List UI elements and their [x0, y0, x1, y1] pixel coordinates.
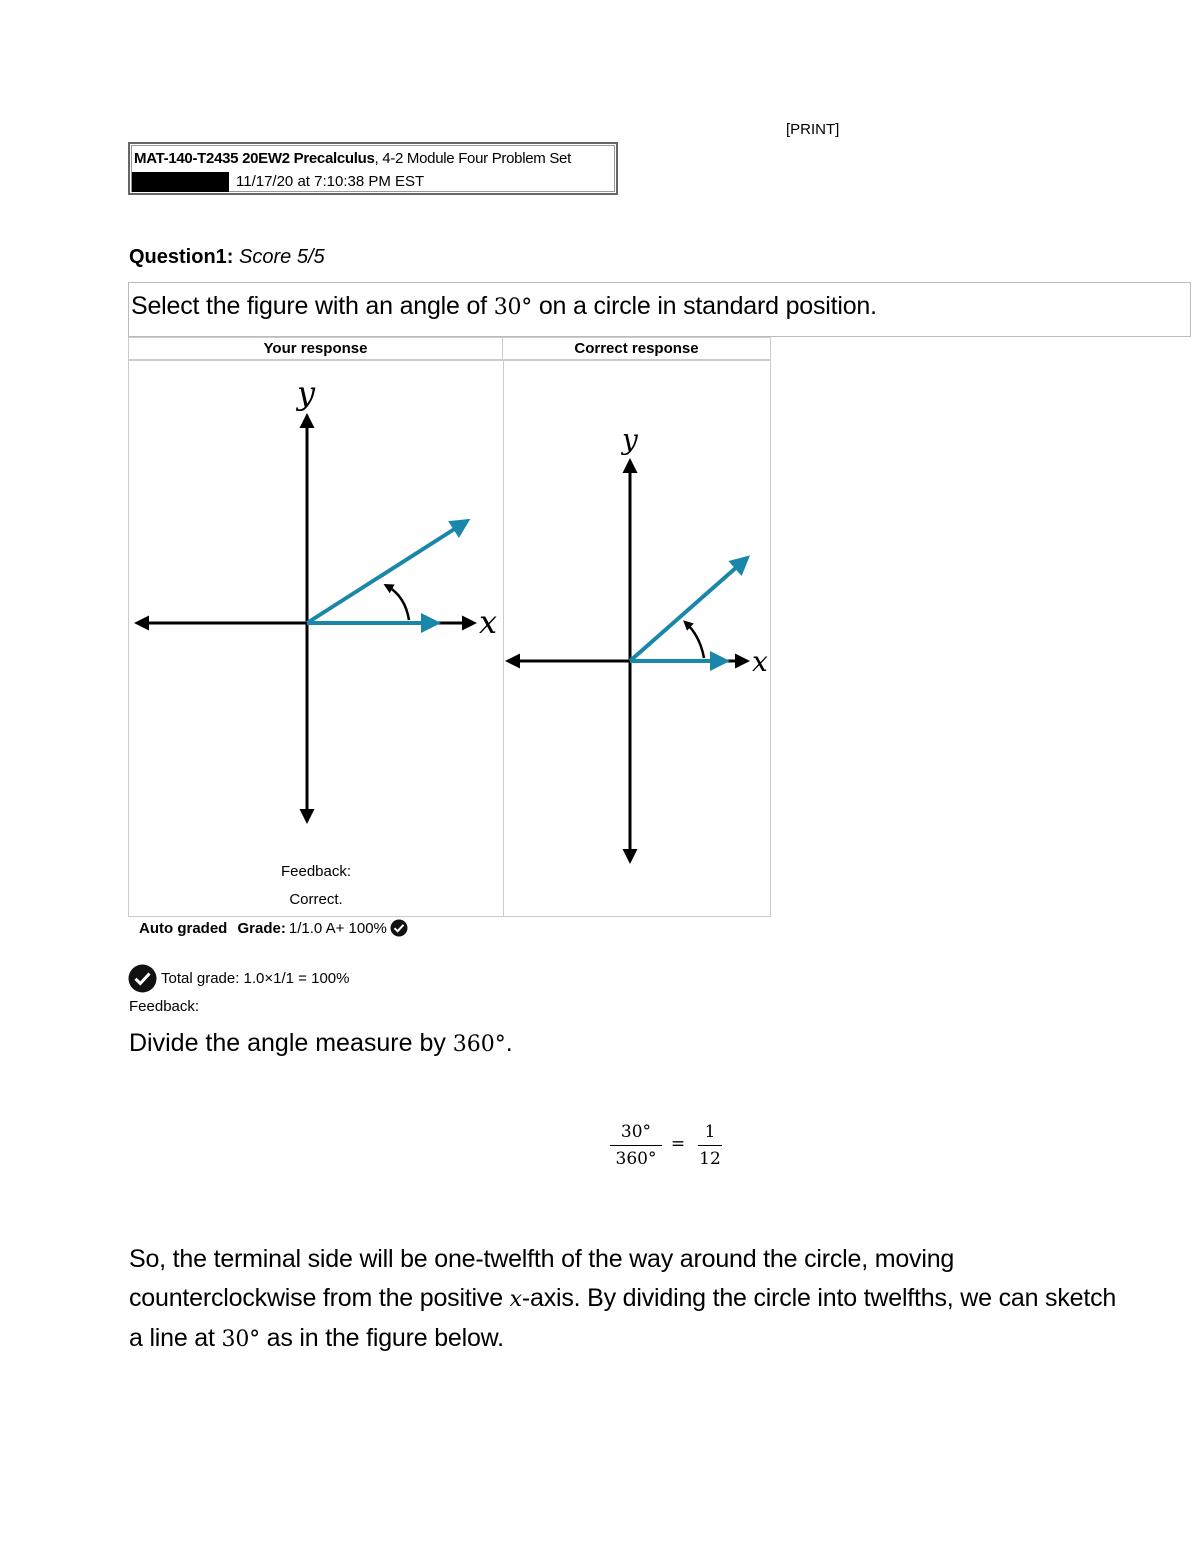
your-response-header: Your response: [129, 338, 503, 361]
fraction-numerator: 30°: [620, 1122, 652, 1142]
divide-angle: 360°: [452, 1032, 506, 1057]
correct-response-header: Correct response: [503, 338, 770, 361]
assignment-name: , 4-2 Module Four Problem Set: [374, 150, 571, 167]
redacted-name: [132, 172, 229, 192]
check-circle-icon: [390, 919, 408, 937]
para-text-3: as in the figure below.: [259, 1324, 504, 1352]
y-axis-label: y: [297, 374, 316, 412]
feedback-label: Feedback:: [280, 863, 352, 880]
fraction-bar: [610, 1145, 662, 1146]
terminal-side-ray: [630, 558, 747, 661]
explanation-paragraph: [129, 1240, 1129, 1359]
grade-line: [139, 919, 408, 937]
equals-sign: =: [670, 1134, 686, 1154]
y-axis-label: y: [622, 423, 638, 456]
header-title: [134, 150, 571, 167]
response-table: [128, 337, 771, 917]
auto-graded-label: Auto graded: [139, 919, 228, 937]
course-name: MAT-140-T2435 20EW2 Precalculus: [134, 150, 375, 167]
question-prompt: [128, 282, 1191, 337]
prompt-angle: 30°: [493, 295, 533, 320]
grade-label: Grade:: [237, 919, 286, 937]
fraction-equation: [610, 1122, 730, 1182]
fraction-bar: [698, 1145, 722, 1146]
para-math-angle: 30°: [221, 1327, 260, 1352]
question-title: [129, 246, 325, 269]
fraction-denominator: 360°: [615, 1149, 657, 1169]
angle-arc: [686, 623, 704, 658]
x-axis-label: x: [752, 645, 768, 678]
fraction-30-over-360: [610, 1122, 662, 1169]
feedback-heading: Feedback:: [129, 998, 200, 1015]
your-response-figure: [129, 368, 503, 838]
header-timestamp: 11/17/20 at 7:10:38 PM EST: [236, 173, 425, 190]
para-text-1: So, the terminal side will be one-twelfth of the way around the circle, moving counterclockwise from the positive: [129, 1245, 955, 1312]
fraction-1-over-12: [698, 1122, 722, 1169]
assignment-header: [128, 142, 618, 195]
para-text-2: -axis. By dividing the circle into twelfths, we can sketch a line at: [129, 1284, 1117, 1352]
question-score: Score 5/5: [239, 246, 325, 268]
total-grade-line: [128, 964, 349, 993]
check-circle-icon: [128, 964, 157, 993]
fraction-denominator: 12: [699, 1149, 721, 1169]
para-math-x: x: [509, 1287, 522, 1312]
x-axis-label: x: [479, 603, 498, 641]
divide-text: Divide the angle measure by: [129, 1029, 453, 1057]
feedback-text: Correct.: [289, 891, 343, 908]
fraction-numerator: 1: [704, 1122, 716, 1142]
angle-arc: [387, 586, 409, 620]
prompt-text-end: on a circle in standard position.: [532, 292, 877, 320]
total-grade-text: Total grade: 1.0×1/1 = 100%: [161, 970, 350, 987]
question-label: Question1:: [129, 246, 234, 268]
prompt-text: [131, 292, 877, 321]
prompt-text-start: Select the figure with an angle of: [131, 292, 494, 320]
correct-response-figure: [504, 413, 770, 873]
feedback-divide-text: [129, 1029, 513, 1058]
divide-period: .: [505, 1029, 513, 1057]
print-link[interactable]: [PRINT]: [786, 121, 840, 138]
grade-value: 1/1.0 A+ 100%: [288, 919, 387, 937]
terminal-side-ray: [307, 521, 467, 623]
